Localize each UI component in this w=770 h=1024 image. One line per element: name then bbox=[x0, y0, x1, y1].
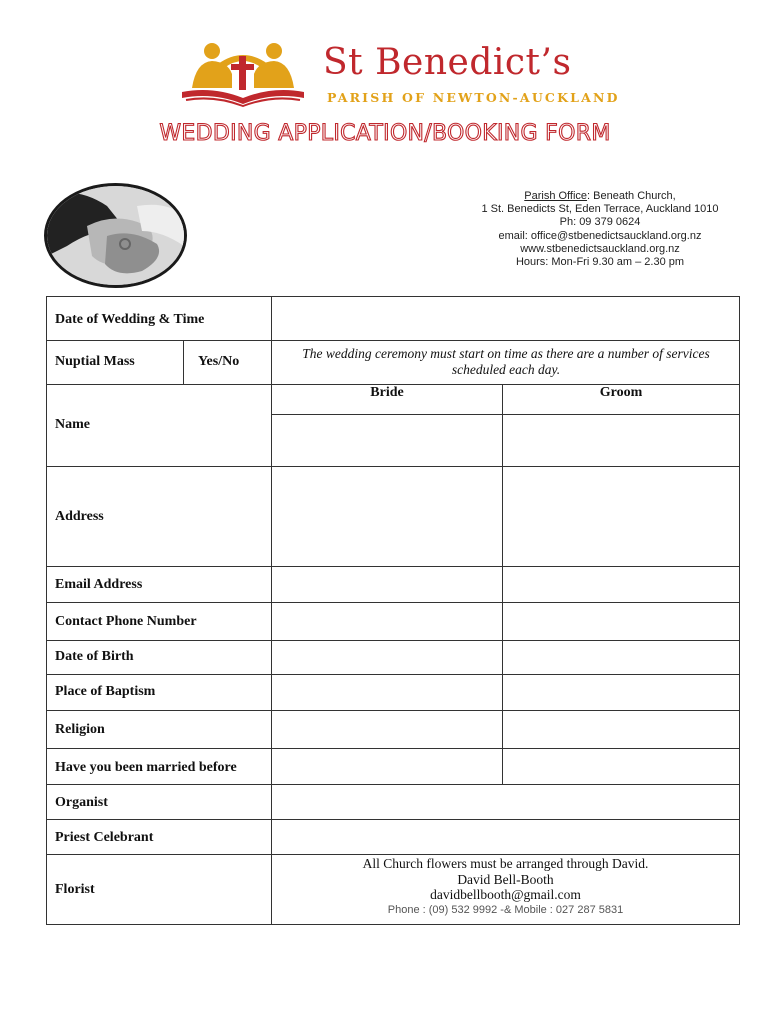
table-border bbox=[739, 296, 740, 925]
nuptial-divider bbox=[183, 340, 184, 384]
office-address: 1 St. Benedicts St, Eden Terrace, Auckland 1010 bbox=[481, 203, 719, 216]
office-label: Parish Office bbox=[524, 190, 588, 202]
table-border bbox=[46, 924, 740, 925]
parish-logo bbox=[178, 40, 628, 112]
baptism-label: Place of Baptism bbox=[55, 684, 156, 699]
wedding-rings-photo bbox=[44, 183, 187, 288]
office-location: : Beneath Church, bbox=[587, 190, 676, 202]
married-before-label: Have you been married before bbox=[55, 760, 237, 775]
wedding-date-input[interactable] bbox=[272, 297, 739, 340]
name-label: Name bbox=[55, 417, 90, 432]
bride-column-header: Bride bbox=[370, 385, 404, 400]
office-phone: Ph: 09 379 0624 bbox=[559, 216, 641, 229]
ceremony-note: The wedding ceremony must start on time as there are a number of services scheduled each day. bbox=[302, 346, 710, 377]
florist-label: Florist bbox=[55, 882, 95, 897]
date-of-wedding-label: Date of Wedding & Time bbox=[55, 312, 205, 327]
parish-contact-info bbox=[450, 190, 750, 269]
phone-label: Contact Phone Number bbox=[55, 614, 197, 629]
groom-name-input[interactable] bbox=[503, 415, 739, 466]
groom-address-input[interactable] bbox=[503, 467, 739, 566]
office-website[interactable]: www.stbenedictsauckland.org.nz bbox=[520, 242, 680, 255]
organist-label: Organist bbox=[55, 795, 108, 810]
application-form-table bbox=[46, 296, 740, 925]
groom-column-header: Groom bbox=[599, 385, 643, 400]
parish-emblem-icon bbox=[178, 40, 328, 112]
bride-address-input[interactable] bbox=[272, 467, 502, 566]
priest-celebrant-label: Priest Celebrant bbox=[55, 830, 154, 845]
form-title: WEDDING APPLICATION/BOOKING FORM bbox=[159, 121, 611, 146]
florist-email[interactable]: davidbellbooth@gmail.com bbox=[430, 887, 581, 902]
dob-label: Date of Birth bbox=[55, 649, 134, 664]
florist-note bbox=[272, 856, 739, 918]
parish-subtitle: PARISH OF NEWTON-AUCKLAND bbox=[327, 90, 620, 105]
office-hours: Hours: Mon-Fri 9.30 am – 2.30 pm bbox=[515, 256, 685, 269]
religion-label: Religion bbox=[55, 722, 105, 737]
nuptial-mass-label: Nuptial Mass bbox=[55, 354, 135, 369]
table-border bbox=[46, 296, 47, 925]
email-label: Email Address bbox=[55, 577, 143, 592]
florist-name: David Bell-Booth bbox=[457, 871, 554, 887]
address-label: Address bbox=[55, 509, 104, 524]
parish-name: St Benedict’s bbox=[323, 42, 572, 83]
florist-note-line: All Church flowers must be arranged through David. bbox=[362, 856, 649, 871]
office-email[interactable]: email: office@stbenedictsauckland.org.nz bbox=[498, 229, 702, 242]
nuptial-mass-option[interactable]: Yes/No bbox=[198, 354, 240, 369]
florist-phone: Phone : (09) 532 9992 -& Mobile : 027 287 5831 bbox=[387, 903, 624, 916]
bride-name-input[interactable] bbox=[272, 415, 502, 466]
